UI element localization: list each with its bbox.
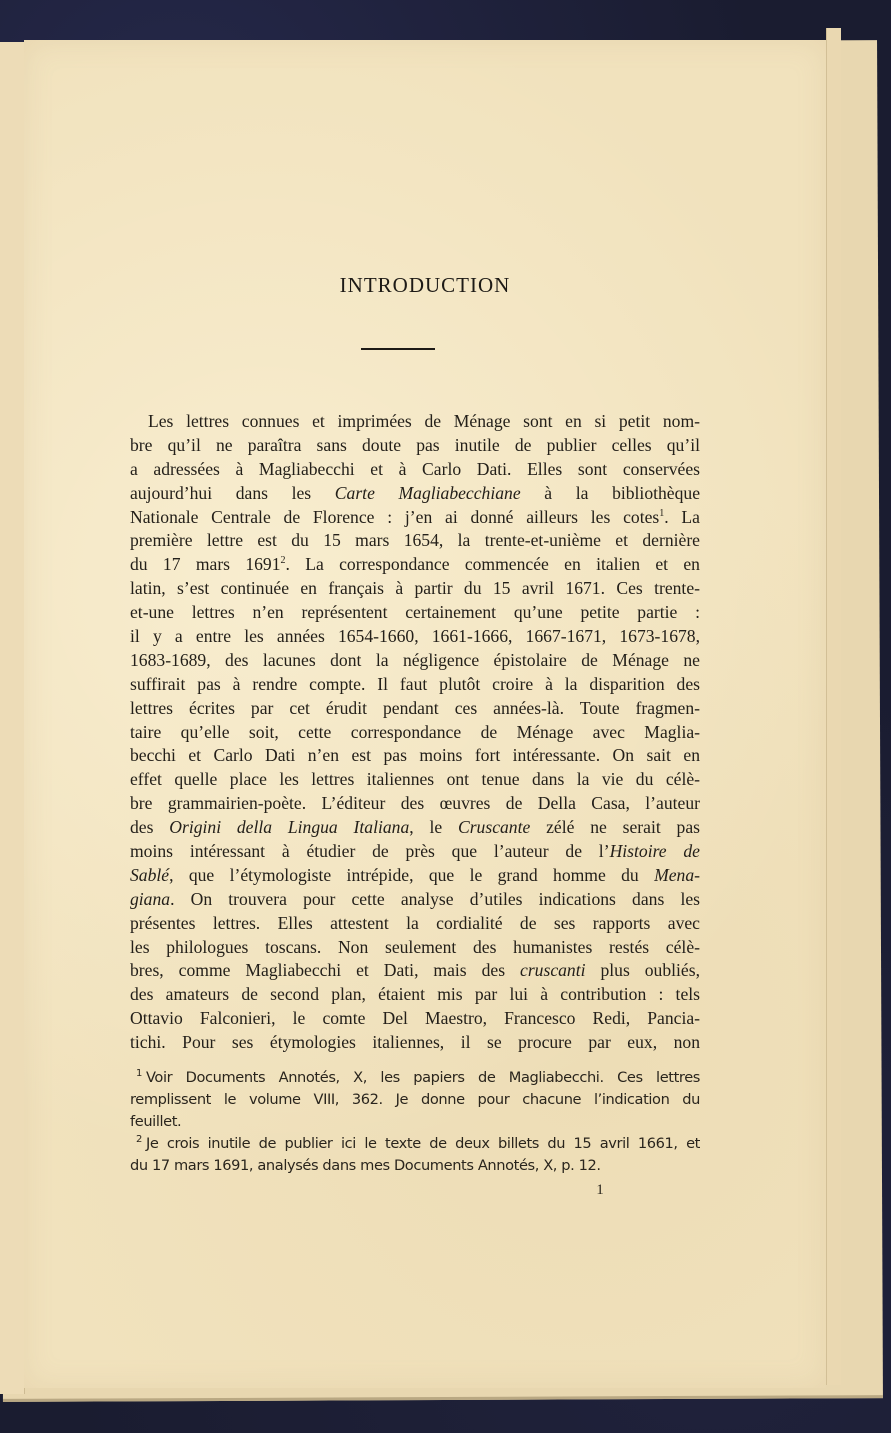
text-line — [130, 482, 700, 506]
text-run: effet quelle place les lettres italiennes ont tenue dans la vie du célè- — [130, 769, 700, 790]
footnote-line — [130, 1111, 700, 1133]
text-line — [130, 912, 700, 936]
text-run: Ottavio Falconieri, le comte Del Maestro, Francesco Redi, Pancia- — [130, 1008, 700, 1029]
text-line — [130, 649, 700, 673]
italic-text: Cruscante — [457, 817, 531, 838]
footnote-text: remplissent le volume VIII, 362. Je donne pour chacune l’indication du — [130, 1091, 700, 1109]
text-run: bre qu’il ne paraîtra sans doute pas inutile de publier celles qu’il — [130, 434, 700, 455]
text-run: des amateurs de second plan, étaient mis par lui à contribution : tels — [130, 984, 700, 1005]
text-line — [130, 601, 700, 625]
right-page-edge — [826, 28, 841, 1385]
text-line — [130, 936, 700, 960]
footnote-marker: 1 — [136, 1068, 142, 1080]
footnote-text: feuillet. — [130, 1113, 182, 1131]
text-line — [130, 577, 700, 601]
title-divider — [361, 348, 435, 350]
body-text — [130, 410, 700, 1055]
footnote-line — [130, 1067, 700, 1089]
footnote-line — [130, 1133, 700, 1155]
text-run: des — [130, 817, 170, 838]
footnote-text: Voir Documents Annotés, X, les papiers de Magliabecchi. Ces lettres — [145, 1069, 700, 1087]
footnote-text: Je crois inutile de publier ici le texte de deux billets du 15 avril 1661, et — [145, 1135, 700, 1153]
text-line — [130, 840, 700, 864]
italic-text: giana — [130, 888, 171, 909]
text-run: lettres écrites par cet érudit pendant ces années-là. Toute fragmen- — [130, 697, 700, 718]
text-line — [130, 744, 700, 768]
text-line — [130, 458, 700, 482]
text-run: plus oubliés, — [585, 960, 700, 981]
footnotes — [130, 1067, 700, 1177]
text-run: . On trouvera pour cette analyse d’utiles indications dans les — [170, 888, 700, 909]
text-run: aujourd’hui dans les — [130, 482, 335, 503]
page-number: 1 — [596, 1182, 604, 1199]
text-run: becchi et Carlo Dati n’en est pas moins fort intéressante. On sait en — [130, 745, 700, 766]
italic-text: Mena- — [654, 864, 700, 885]
text-line — [130, 529, 700, 553]
text-line — [130, 697, 700, 721]
text-line — [130, 434, 700, 458]
text-run: . La — [664, 506, 700, 527]
footnote-reference: 1 — [659, 507, 665, 519]
italic-text: Carte Magliabecchiane — [334, 482, 521, 503]
text-run: première lettre est du 15 mars 1654, la trente-et-unième et dernière — [130, 530, 700, 551]
text-run: moins intéressant à étudier de près que l’auteur de l’ — [130, 841, 610, 862]
italic-text: Histoire de — [609, 841, 700, 862]
footnote-line — [130, 1155, 700, 1177]
text-line — [130, 410, 700, 434]
text-line — [130, 864, 700, 888]
text-run: présentes lettres. Elles attestent la cordialité de ses rapports avec — [130, 912, 700, 933]
text-line — [130, 625, 700, 649]
footnote-reference: 2 — [280, 555, 286, 567]
footnote-text: du 17 mars 1691, analysés dans mes Documents Annotés, X, p. 12. — [130, 1157, 601, 1175]
text-line — [130, 721, 700, 745]
text-line — [130, 673, 700, 697]
text-run: latin, s’est continuée en français à partir du 15 avril 1671. Ces trente- — [130, 578, 700, 599]
text-line — [130, 816, 700, 840]
text-run: suffirait pas à rendre compte. Il faut plutôt croire à la disparition des — [130, 673, 700, 694]
text-run: et-une lettres n’en représentent certainement qu’une petite partie : — [130, 602, 700, 623]
text-line — [130, 983, 700, 1007]
text-line — [130, 959, 700, 983]
text-line — [130, 1031, 700, 1055]
text-run: . La correspondance commencée en italien et en — [285, 554, 700, 575]
italic-text: cruscanti — [520, 960, 586, 981]
italic-text: Origini della Lingua Italiana — [169, 817, 410, 838]
book-page — [24, 40, 826, 1388]
text-line — [130, 792, 700, 816]
italic-text: Sablé — [130, 864, 170, 885]
text-run: Nationale Centrale de Florence : j’en ai donné ailleurs les cotes — [130, 506, 660, 527]
text-line — [130, 888, 700, 912]
text-run: bres, comme Magliabecchi et Dati, mais des — [130, 960, 521, 981]
footnote-line — [130, 1089, 700, 1111]
text-line — [130, 768, 700, 792]
text-run: taire qu’elle soit, cette correspondance de Ménage avec Maglia- — [130, 721, 700, 742]
page-title: INTRODUCTION — [339, 273, 511, 297]
text-line — [130, 1007, 700, 1031]
text-run: tichi. Pour ses étymologies italiennes, il se procure par eux, non — [130, 1032, 700, 1053]
text-line — [130, 553, 700, 577]
text-run: , le — [409, 817, 458, 838]
text-run: , que l’étymologiste intrépide, que le grand homme du — [169, 864, 655, 885]
text-run: a adressées à Magliabecchi et à Carlo Dati. Elles sont conservées — [130, 458, 700, 479]
text-run: du 17 mars 1691 — [130, 554, 281, 575]
footnote-marker: 2 — [136, 1134, 142, 1146]
text-run: il y a entre les années 1654-1660, 1661-1666, 1667-1671, 1673-1678, — [130, 626, 700, 647]
text-run: bre grammairien-poète. L’éditeur des œuvres de Della Casa, l’auteur — [130, 793, 700, 814]
text-run: 1683-1689, des lacunes dont la négligence épistolaire de Ménage ne — [130, 649, 700, 670]
text-run: Les lettres connues et imprimées de Ménage sont en si petit nom- — [148, 411, 700, 431]
text-run: les philologues toscans. Non seulement des humanistes restés célè- — [130, 936, 700, 957]
text-run: zélé ne serait pas — [530, 817, 700, 838]
text-run: à la bibliothèque — [520, 482, 701, 503]
facing-page-edge — [0, 42, 25, 1394]
text-line — [130, 506, 700, 530]
